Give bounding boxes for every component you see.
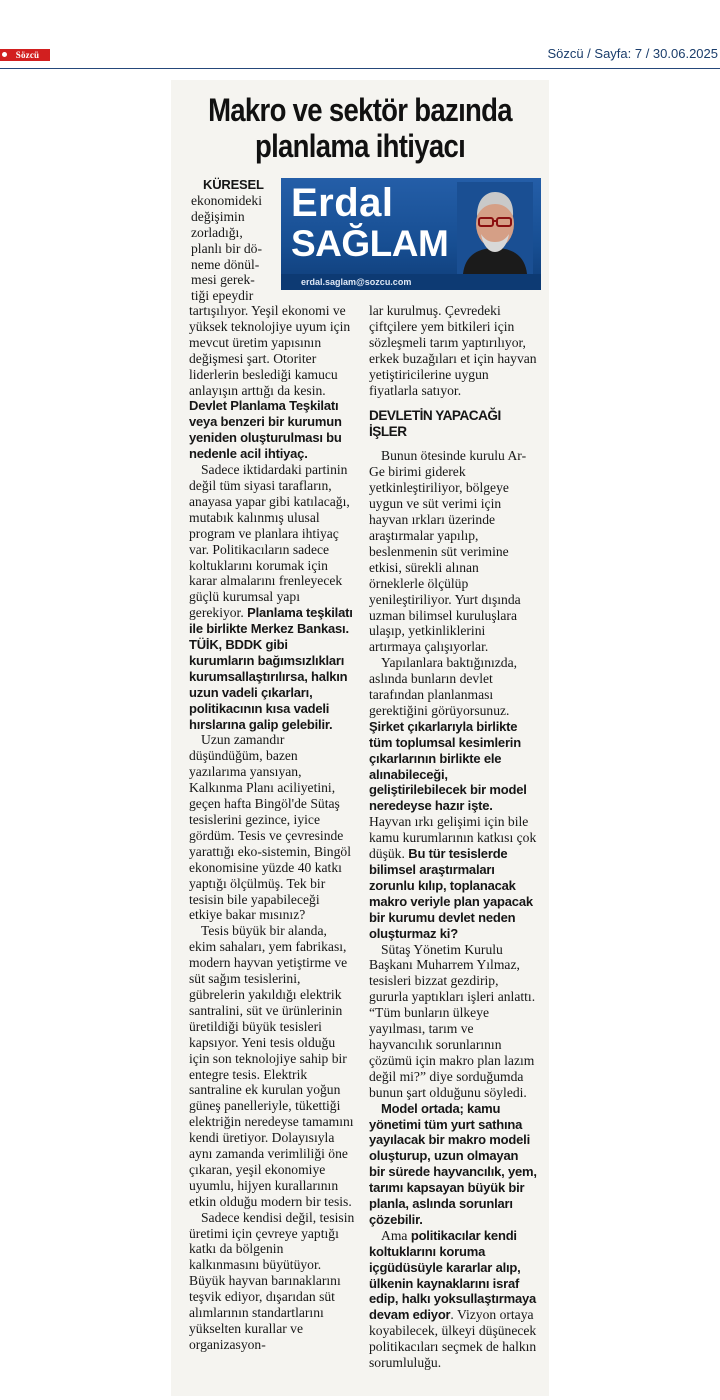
paragraph-3: Uzun zamandır düşündüğüm, bazen yazılarıma yansıyan, Kalkınma Planı aciliyetini, geçen hafta Bingöl'de Sütaş tesislerini gezince, iyice gördüm. Tesis ve çevresinde yarattığı eko-sistemin, Bingöl ekonomisine yüzde 40 katkı yaptığı ölçülmüş. Tek bir tesisin bile yapabileceği etkiye bakar mısınız? bbox=[189, 732, 351, 923]
col2-p6-text-2: . Vizyon ortaya koyabilecek, ülkeyi düşünecek politikacıları seçmek de halkın sorumluluğu. bbox=[369, 1307, 537, 1371]
col2-p3-text: Yapılanlara baktığınızda, aslında bunların devlet tarafından planlanması gerektiğini görüyorsunuz. bbox=[369, 655, 518, 718]
lead-bold: Devlet Planlama Teşkilatı veya benzeri bir kurumun yeniden oluşturulması bu nedenle acil ihtiyaç. bbox=[189, 398, 342, 462]
author-name bbox=[291, 182, 448, 264]
lead-keyword: KÜRESEL bbox=[203, 177, 264, 192]
newspaper-clipping bbox=[171, 80, 549, 1396]
author-photo bbox=[457, 182, 533, 274]
col2-p6-bold: politikacılar kendi koltuklarını koruma içgüdüsüyle kararlar alıp, ülkenin kaynaklarını israf edip, halkı yoksullaştırmaya devam ediyor bbox=[369, 1227, 537, 1323]
header-divider bbox=[0, 68, 720, 69]
author-email: erdal.saglam@sozcu.com bbox=[281, 274, 541, 290]
col2-p3-bold-2: Bu tür tesislerde bilimsel araştırmaları zorunlu kılıp, toplanacak makro veriyle plan yapacak bir kurumu devlet neden oluşturmaz ki? bbox=[369, 846, 533, 941]
paragraph-2-bold: Planlama teşkilatı ile birlikte Merkez Bankası. TÜİK, BDDK gibi kurumların bağımsızlıkları kurumsallaştırılırsa, halkın uzun vadeli çıkarları, politikacının kısa vadeli hırslarına galip gelebilir. bbox=[189, 605, 353, 732]
lead-line-1: ekonomideki bbox=[191, 192, 262, 208]
paragraph-2-text: Sadece iktidardaki partinin değil tüm siyasi tarafların, anayasa yapar gibi katılacağı, mutabık kalınmış ulusal program ve planlara ihtiyaç var. Politikacıların sadece koltuklarını korumak için karar almalarını frenleyecek güçlü kurumsal yapı gerekiyor. bbox=[189, 462, 350, 621]
col2-paragraph-5 bbox=[369, 1101, 537, 1228]
lead-narrow-column bbox=[191, 177, 279, 304]
paragraph-4: Tesis büyük bir alanda, ekim sahaları, yem fabrikası, modern hayvan yetiştirme ve süt sağım tesislerini, gübrelerin yakıldığı elektrik santralini, süt ve ürünlerinin üretildiği büyük tesisleri kapsıyor. Yeni tesis olduğu için son teknolojiye sahip bir entegre tesis. Elektrik santraline ek kurulan yoğun güneş panelleriyle, tükettiği elektriğin neredeyse tamamını kendi üretiyor. Dolayısıyla aynı zamanda verimliliği öne çıkaran, yeşil ekonomiye uyumlu, hijyen kurallarının etkin olduğu modern bir tesis. bbox=[189, 923, 354, 1209]
col2-paragraph-1: lar kurulmuş. Çevredeki çiftçilere yem bitkileri için sözleşmeli tarım yaptırılıyor, erkek buzağıları et için hayvan yetiştiricilerine uygun fiyatlarla satıyor. bbox=[369, 303, 537, 398]
col2-p6-text: Ama bbox=[381, 1227, 411, 1243]
lead-line-7: tiği epeydir bbox=[191, 288, 254, 304]
paragraph-2 bbox=[189, 462, 355, 732]
lead-line-5: neme dönül- bbox=[191, 256, 260, 272]
lead-paragraph bbox=[189, 303, 355, 462]
article-column-1 bbox=[189, 303, 355, 1353]
logo-text: Sözcü bbox=[15, 50, 40, 60]
lead-line-4: planlı bir dö- bbox=[191, 240, 262, 256]
lead-line-3: zorladığı, bbox=[191, 224, 243, 240]
headline-line-2: planlama ihtiyacı bbox=[254, 128, 466, 164]
author-first-name: Erdal bbox=[291, 181, 394, 225]
col2-paragraph-2: Bunun ötesinde kurulu Ar-Ge birimi giderek yetkinleştiriliyor, bölgeye uygun ve süt verimi için hayvan ırkları üzerinde araştırmalar yapılıp, beslenmenin süt verimine etkisi, sürekli alınan örneklerle ölçülüp yenileştiriliyor. Yurt dışında uzman bilimsel kuruluşlara ulaşıp, yetkinliklerini artırmaya çalışıyorlar. bbox=[369, 448, 527, 655]
section-subheading: DEVLETİN YAPACAĞI İŞLER bbox=[369, 408, 501, 440]
article-headline bbox=[197, 92, 522, 164]
col2-paragraph-6 bbox=[369, 1228, 537, 1371]
col2-paragraph-4: Sütaş Yönetim Kurulu Başkanı Muharrem Yılmaz, tesisleri bizzat gezdirip, gururla yaptıkları işleri anlattı. “Tüm bunların ülkeye yayılması, tarım ve hayvancılık sorunlarının çözümü için makro plan lazım değil mi?” diye sorduğumda bunun şart olduğunu söyledi. bbox=[369, 941, 536, 1100]
author-last-name: SAĞLAM bbox=[291, 223, 449, 264]
author-banner bbox=[281, 178, 541, 290]
paragraph-5: Sadece kendisi değil, tesisin üretimi için çevreye yaptığı katkı da bölgenin kalkınmasını büyütüyor. Büyük hayvan barınaklarını teşvik ediyor, dışarıdan süt alımlarının standartlarını yükselten kurallar ve organizasyon- bbox=[189, 1209, 355, 1352]
source-info: Sözcü / Sayfa: 7 / 30.06.2025 bbox=[547, 46, 718, 61]
lead-line-6: mesi gerek- bbox=[191, 272, 255, 288]
lead-line-2: değişimin bbox=[191, 208, 245, 224]
col2-p3-text-2: Hayvan ırkı gelişimi için bile kamu kurumlarının katkısı çok düşük. bbox=[369, 814, 537, 862]
sozcu-logo bbox=[0, 49, 50, 61]
lead-continuation: tartışılıyor. Yeşil ekonomi ve yüksek teknolojiye uyum için mevcut üretim yapısının değişmesi şart. Otoriter liderlerin beslediği kamucu anlayışın arttığı da kesin. bbox=[189, 303, 351, 398]
col2-p3-bold-1: Şirket çıkarlarıyla birlikte tüm toplumsal kesimlerin çıkarlarının birlikte ele alınabileceği, geliştirilebilecek bir model neredeyse hazır işte. bbox=[369, 718, 527, 814]
col2-p5-bold: Model ortada; kamu yönetimi tüm yurt sathına yayılacak bir makro modeli oluşturup, uzun olmayan bir sürede hayvancılık, yem, tarımı kapsayan büyük bir planla, aslında sorunları çözebilir. bbox=[369, 1100, 537, 1227]
page-header bbox=[0, 0, 720, 70]
headline-line-1: Makro ve sektör bazında bbox=[208, 92, 512, 128]
article-column-2 bbox=[369, 303, 537, 1371]
col2-paragraph-3 bbox=[369, 655, 537, 941]
